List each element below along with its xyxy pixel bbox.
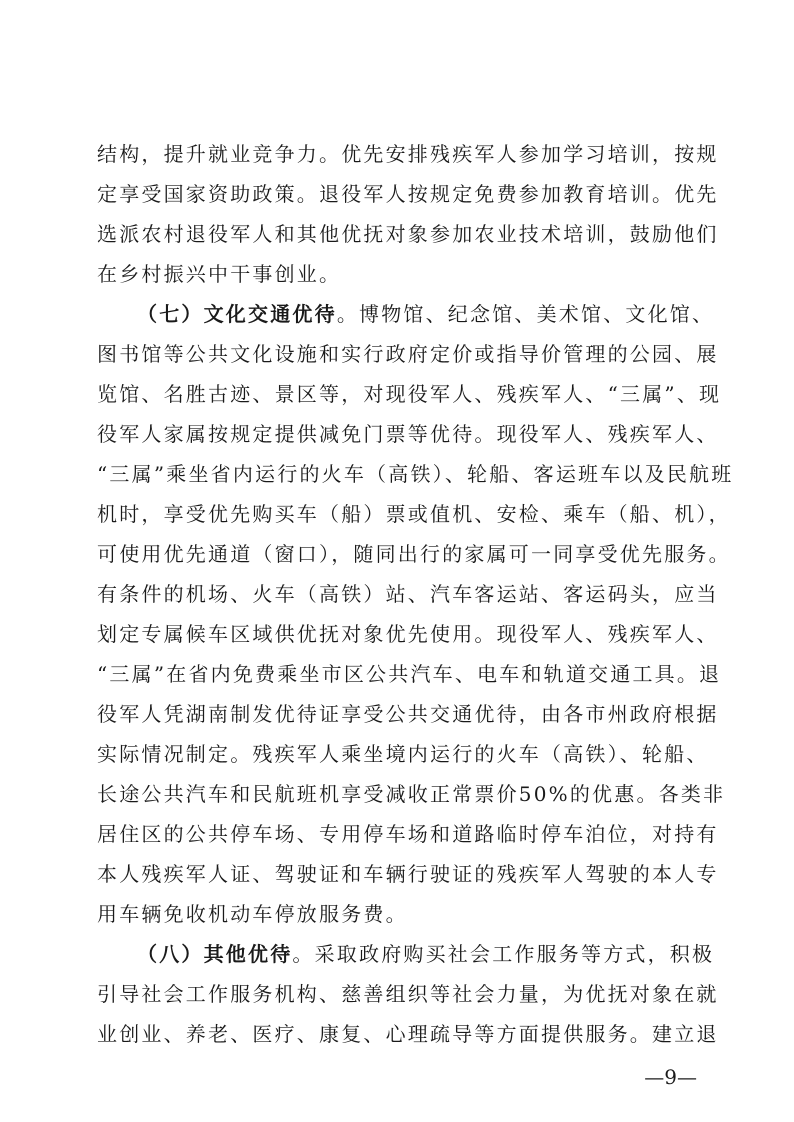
paragraph-line: 实际情况制定。残疾军人乘坐境内运行的火车（高铁）、轮船、 (97, 742, 709, 766)
section-8-heading: （八）其他优待 (137, 942, 293, 966)
paragraph-line: 本人残疾军人证、驾驶证和车辆行驶证的残疾军人驾驶的本人专 (97, 862, 719, 886)
paragraph-line: “三属”乘坐省内运行的火车（高铁）、轮船、客运班车以及民航班 (97, 462, 734, 486)
paragraph-line: 结构，提升就业竞争力。优先安排残疾军人参加学习培训，按规 (97, 142, 719, 166)
section-7-first-line (137, 294, 715, 334)
paragraph-line: 居住区的公共停车场、专用停车场和道路临时停车泊位，对持有 (97, 822, 719, 846)
paragraph-line: 引导社会工作服务机构、慈善组织等社会力量，为优抚对象在就 (97, 982, 719, 1006)
page-number: —9— (644, 1065, 697, 1089)
paragraph-line: 用车辆免收机动车停放服务费。 (97, 902, 408, 926)
paragraph-line: 选派农村退役军人和其他优抚对象参加农业技术培训，鼓励他们 (97, 222, 719, 246)
paragraph-line: 览馆、名胜古迹、景区等，对现役军人、残疾军人、“三属”、现 (97, 382, 722, 406)
section-7-heading: （七）文化交通优待 (137, 302, 337, 326)
paragraph-line: 图书馆等公共文化设施和实行政府定价或指导价管理的公园、展 (97, 342, 719, 366)
paragraph-line: 划定专属候车区域供优抚对象优先使用。现役军人、残疾军人、 (97, 622, 719, 646)
section-8-first-line (137, 934, 715, 974)
paragraph-line: 可使用优先通道（窗口），随同出行的家属可一同享受优先服务。 (97, 542, 731, 566)
section-8-first-line-text: 。采取政府购买社会工作服务等方式，积极 (292, 942, 715, 966)
paragraph-line: 业创业、养老、医疗、康复、心理疏导等方面提供服务。建立退 (97, 1022, 719, 1046)
paragraph-line: 在乡村振兴中干事创业。 (97, 262, 342, 286)
paragraph-line: 有条件的机场、火车（高铁）站、汽车客运站、客运码头，应当 (97, 582, 719, 606)
paragraph-line: 长途公共汽车和民航班机享受减收正常票价50%的优惠。各类非 (97, 782, 726, 806)
paragraph-line: “三属”在省内免费乘坐市区公共汽车、电车和轨道交通工具。退 (97, 662, 722, 686)
paragraph-line: 役军人凭湖南制发优待证享受公共交通优待，由各市州政府根据 (97, 702, 719, 726)
paragraph-line: 机时，享受优先购买车（船）票或值机、安检、乘车（船、机）， (97, 502, 731, 526)
section-7-first-line-text: 。博物馆、纪念馆、美术馆、文化馆、 (336, 302, 715, 326)
paragraph-line: 役军人家属按规定提供减免门票等优待。现役军人、残疾军人、 (97, 422, 719, 446)
paragraph-line: 定享受国家资助政策。退役军人按规定免费参加教育培训。优先 (97, 182, 719, 206)
